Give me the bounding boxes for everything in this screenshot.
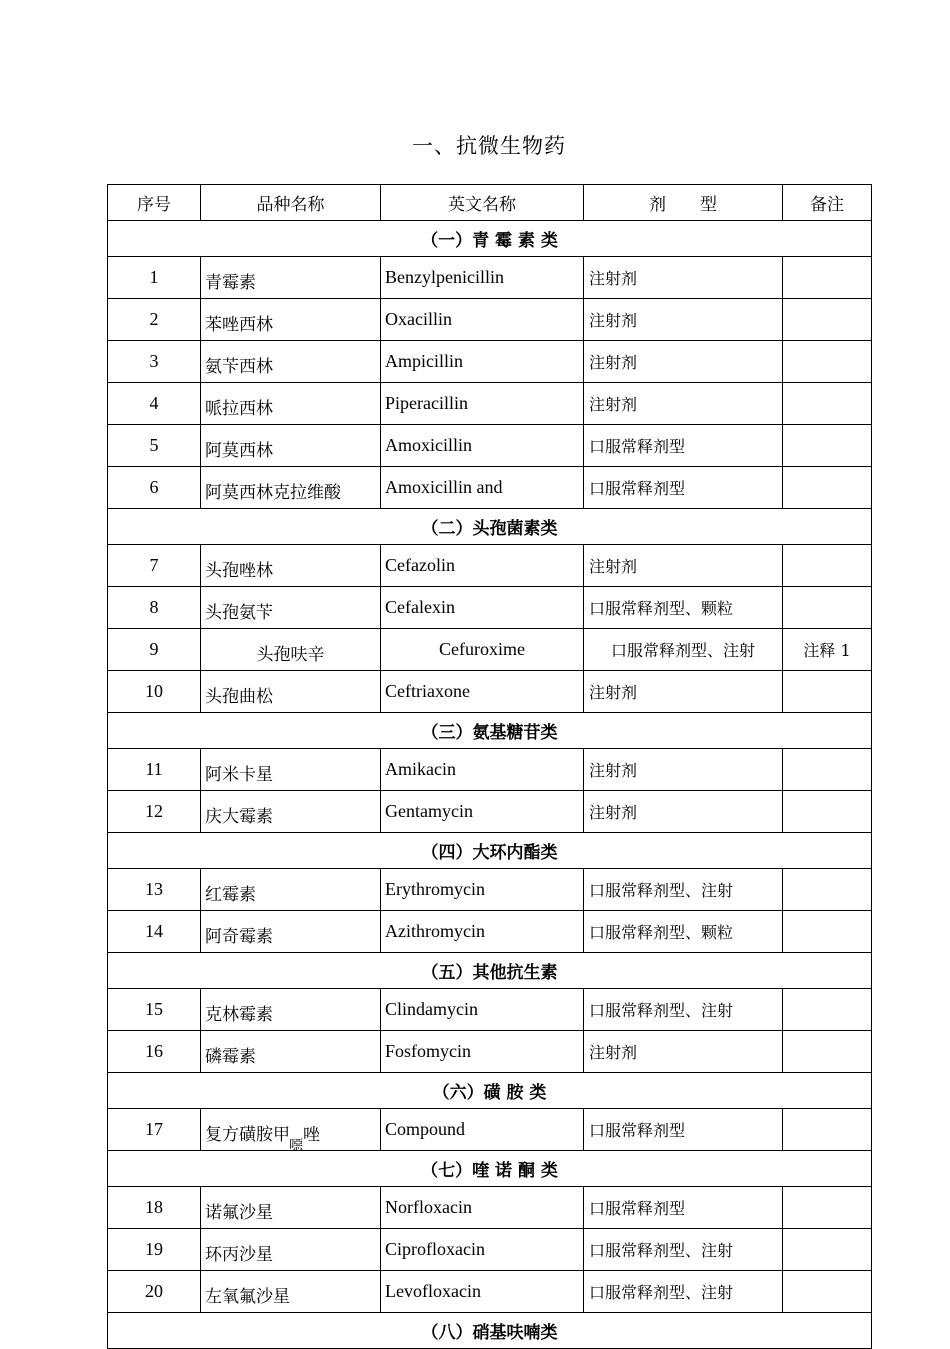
cell-note: [783, 299, 872, 341]
cell-english-name: Ciprofloxacin: [381, 1229, 584, 1271]
cell-note: [783, 587, 872, 629]
cell-name: 庆大霉素: [201, 791, 381, 833]
cell-name: 阿奇霉素: [201, 911, 381, 953]
cell-name-subscript: 噁: [289, 1138, 303, 1154]
section-title: （一）青 霉 素 类: [108, 221, 872, 257]
cell-english-name: Fosfomycin: [381, 1031, 584, 1073]
cell-index: 6: [108, 467, 201, 509]
cell-index: 11: [108, 749, 201, 791]
cell-name: 环丙沙星: [201, 1229, 381, 1271]
cell-dosage-form: 注射剂: [584, 671, 783, 713]
cell-name-text: 复方磺胺甲: [205, 1125, 290, 1145]
table-row: [108, 299, 872, 341]
cell-index: 14: [108, 911, 201, 953]
cell-dosage-form: 注射剂: [584, 1031, 783, 1073]
cell-index: 18: [108, 1187, 201, 1229]
table-row: [108, 1109, 872, 1151]
cell-english-name: Benzylpenicillin: [381, 257, 584, 299]
section-row: [108, 833, 872, 869]
table-row: [108, 257, 872, 299]
table-row: [108, 671, 872, 713]
cell-dosage-form: 注射剂: [584, 257, 783, 299]
cell-dosage-form: 注射剂: [584, 749, 783, 791]
table-row: [108, 1031, 872, 1073]
cell-name: 头孢唑林: [201, 545, 381, 587]
header-form: 剂 型: [584, 185, 783, 221]
section-row: [108, 509, 872, 545]
cell-name: 诺氟沙星: [201, 1187, 381, 1229]
cell-english-name: Amoxicillin and: [381, 467, 584, 509]
cell-dosage-form: 口服常释剂型、注射: [584, 1271, 783, 1313]
table-row: [108, 911, 872, 953]
cell-note: [783, 1229, 872, 1271]
header-row: [108, 185, 872, 221]
section-row: [108, 1151, 872, 1187]
cell-dosage-form: 口服常释剂型: [584, 425, 783, 467]
cell-index: 7: [108, 545, 201, 587]
cell-index: 13: [108, 869, 201, 911]
section-row: [108, 1313, 872, 1349]
cell-index: 16: [108, 1031, 201, 1073]
section-title: （四）大环内酯类: [108, 833, 872, 869]
cell-english-name: Ceftriaxone: [381, 671, 584, 713]
cell-english-name: Norfloxacin: [381, 1187, 584, 1229]
cell-name: 哌拉西林: [201, 383, 381, 425]
cell-name: 阿莫西林: [201, 425, 381, 467]
cell-note: 注释 1: [783, 629, 872, 671]
cell-dosage-form: 注射剂: [584, 299, 783, 341]
header-name: 品种名称: [201, 185, 381, 221]
cell-index: 17: [108, 1109, 201, 1151]
cell-english-name: Amoxicillin: [381, 425, 584, 467]
cell-note: [783, 911, 872, 953]
cell-note: [783, 671, 872, 713]
cell-note: [783, 545, 872, 587]
cell-dosage-form: 注射剂: [584, 383, 783, 425]
drug-table: [107, 184, 872, 1349]
cell-name: 青霉素: [201, 257, 381, 299]
cell-dosage-form: 口服常释剂型、注射: [584, 869, 783, 911]
table-body: [108, 221, 872, 1349]
section-row: [108, 1073, 872, 1109]
section-title: （七）喹 诺 酮 类: [108, 1151, 872, 1187]
cell-note: [783, 1271, 872, 1313]
cell-name: 苯唑西林: [201, 299, 381, 341]
cell-name: 阿莫西林克拉维酸: [201, 467, 381, 509]
cell-note: [783, 1109, 872, 1151]
cell-index: 15: [108, 989, 201, 1031]
cell-name: 氨苄西林: [201, 341, 381, 383]
section-title: （六）磺 胺 类: [108, 1073, 872, 1109]
cell-english-name: Clindamycin: [381, 989, 584, 1031]
cell-english-name: Erythromycin: [381, 869, 584, 911]
cell-index: 12: [108, 791, 201, 833]
cell-note: [783, 989, 872, 1031]
cell-name: 头孢氨苄: [201, 587, 381, 629]
table-row: [108, 1187, 872, 1229]
cell-index: 2: [108, 299, 201, 341]
cell-index: 8: [108, 587, 201, 629]
cell-dosage-form: 注射剂: [584, 791, 783, 833]
cell-english-name: Piperacillin: [381, 383, 584, 425]
cell-english-name: Oxacillin: [381, 299, 584, 341]
cell-english-name: Cefazolin: [381, 545, 584, 587]
section-row: [108, 953, 872, 989]
cell-index: 5: [108, 425, 201, 467]
cell-note: [783, 791, 872, 833]
cell-english-name: Azithromycin: [381, 911, 584, 953]
cell-index: 20: [108, 1271, 201, 1313]
cell-english-name: Levofloxacin: [381, 1271, 584, 1313]
cell-english-name: Compound: [381, 1109, 584, 1151]
cell-english-name: Cefalexin: [381, 587, 584, 629]
cell-name: 头孢曲松: [201, 671, 381, 713]
table-row: [108, 425, 872, 467]
cell-note: [783, 749, 872, 791]
cell-name: 磷霉素: [201, 1031, 381, 1073]
cell-name: 克林霉素: [201, 989, 381, 1031]
cell-note: [783, 467, 872, 509]
cell-dosage-form: 口服常释剂型: [584, 1187, 783, 1229]
table-row: [108, 467, 872, 509]
cell-dosage-form: 口服常释剂型、颗粒: [584, 911, 783, 953]
cell-note: [783, 383, 872, 425]
cell-name: [201, 1109, 381, 1154]
cell-note: [783, 257, 872, 299]
table-row: [108, 869, 872, 911]
cell-index: 10: [108, 671, 201, 713]
cell-dosage-form: 注射剂: [584, 545, 783, 587]
cell-name: 红霉素: [201, 869, 381, 911]
section-row: [108, 713, 872, 749]
cell-note: [783, 341, 872, 383]
cell-index: 3: [108, 341, 201, 383]
cell-english-name: Ampicillin: [381, 341, 584, 383]
table-row: [108, 383, 872, 425]
cell-name: 左氧氟沙星: [201, 1271, 381, 1313]
table-row: [108, 545, 872, 587]
table-row: [108, 341, 872, 383]
cell-note: [783, 1031, 872, 1073]
cell-english-name: Cefuroxime: [381, 629, 584, 671]
cell-english-name: Gentamycin: [381, 791, 584, 833]
table-row: [108, 791, 872, 833]
cell-english-name: Amikacin: [381, 749, 584, 791]
section-title: （三）氨基糖苷类: [108, 713, 872, 749]
cell-note: [783, 425, 872, 467]
table-row: [108, 1271, 872, 1313]
section-title: （二）头孢菌素类: [108, 509, 872, 545]
cell-dosage-form: 口服常释剂型、注射: [584, 989, 783, 1031]
cell-dosage-form: 口服常释剂型、颗粒: [584, 587, 783, 629]
table-row: [108, 989, 872, 1031]
cell-dosage-form: 口服常释剂型、注射: [584, 1229, 783, 1271]
cell-dosage-form: 口服常释剂型、注射: [584, 629, 783, 671]
cell-dosage-form: 口服常释剂型: [584, 1109, 783, 1151]
header-note: 备注: [783, 185, 872, 221]
table-row: [108, 587, 872, 629]
cell-index: 1: [108, 257, 201, 299]
header-en: 英文名称: [381, 185, 584, 221]
cell-note: [783, 869, 872, 911]
cell-note: [783, 1187, 872, 1229]
cell-name: 阿米卡星: [201, 749, 381, 791]
page-title: 一、抗微生物药: [412, 134, 566, 158]
table-row: [108, 629, 872, 671]
cell-dosage-form: 口服常释剂型: [584, 467, 783, 509]
header-idx: 序号: [108, 185, 201, 221]
table-row: [108, 749, 872, 791]
section-title: （五）其他抗生素: [108, 953, 872, 989]
cell-index: 9: [108, 629, 201, 671]
table-row: [108, 1229, 872, 1271]
cell-name: 头孢呋辛: [201, 629, 381, 671]
cell-name-tail: 唑: [303, 1125, 320, 1145]
cell-dosage-form: 注射剂: [584, 341, 783, 383]
section-row: [108, 221, 872, 257]
cell-index: 19: [108, 1229, 201, 1271]
section-title: （八）硝基呋喃类: [108, 1313, 872, 1349]
cell-index: 4: [108, 383, 201, 425]
